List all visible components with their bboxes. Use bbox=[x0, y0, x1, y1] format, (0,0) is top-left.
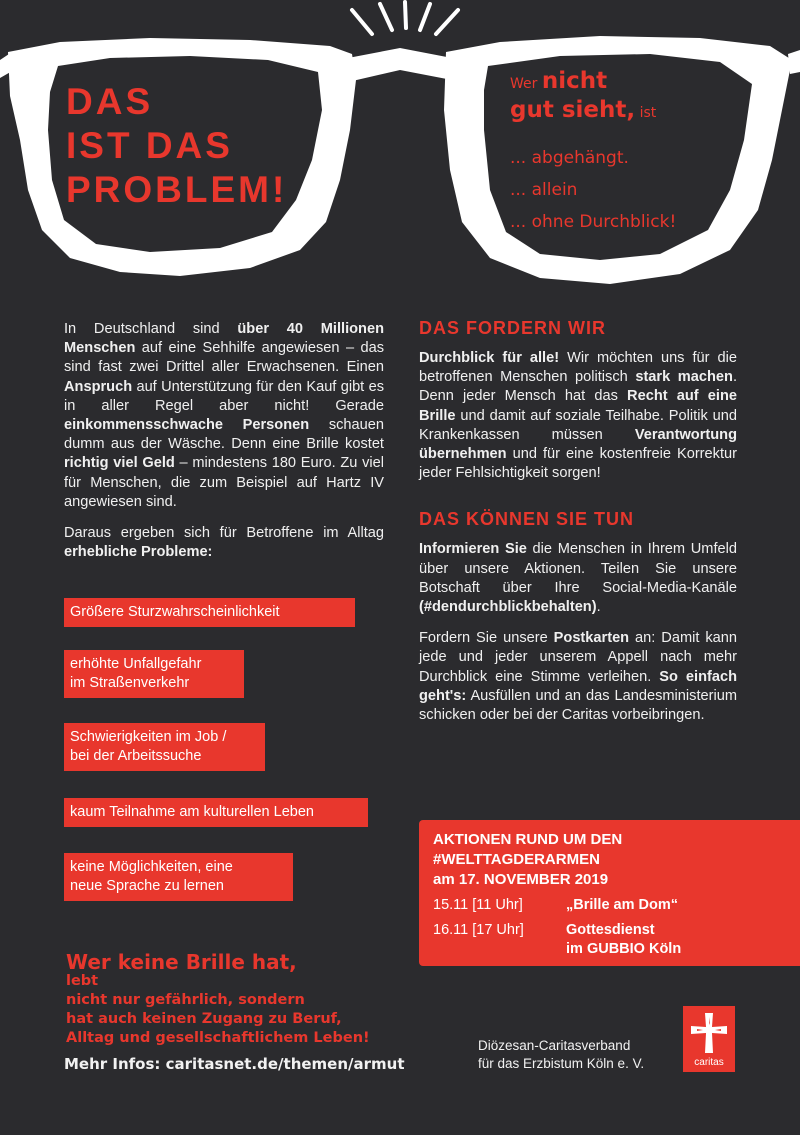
body-text: . Denn jeder Mensch hat das bbox=[419, 369, 737, 405]
problem-line: bei der Arbeitssuche bbox=[70, 748, 202, 765]
body-text: auf eine Sehhilfe angewiesen – das sind fast zwei Drittel aller Erwachsenen. Einen bbox=[64, 340, 384, 376]
more-info-link[interactable]: Mehr Infos: caritasnet.de/themen/armut bbox=[64, 1055, 405, 1073]
event-date: 15.11 [11 Uhr] bbox=[433, 897, 523, 913]
left-column bbox=[64, 320, 384, 901]
left-paragraph-1 bbox=[64, 320, 384, 512]
event-title bbox=[566, 896, 678, 915]
emphasis-text: Verantwortung übernehmen bbox=[419, 426, 737, 463]
body-text: In Deutschland sind bbox=[64, 321, 238, 337]
body-text: Daraus ergeben sich für Betroffene im Alltag bbox=[64, 525, 384, 542]
claim-small: lebt bbox=[66, 973, 99, 989]
lens-right-item: ... allein bbox=[510, 180, 578, 200]
claim-line: hat auch keinen Zugang zu Beruf, bbox=[66, 1011, 342, 1027]
section-heading-actions: DAS KÖNNEN SIE TUN bbox=[419, 509, 635, 530]
headline bbox=[66, 80, 326, 212]
problem-line: erhöhte Unfallgefahr bbox=[70, 656, 202, 673]
headline-line: PROBLEM! bbox=[66, 169, 288, 210]
problem-line: Schwierigkeiten im Job / bbox=[70, 729, 227, 746]
box-title-line: #WELTTAGDERARMEN bbox=[433, 851, 600, 868]
caritas-logo bbox=[683, 1006, 735, 1072]
emphasis-text: erhebliche Probleme: bbox=[64, 544, 213, 561]
lens-right-item: ... abgehängt. bbox=[510, 148, 629, 168]
problem-item bbox=[64, 723, 265, 771]
body-text: schauen dumm aus der Wäsche. Denn eine Brille kostet bbox=[64, 417, 384, 453]
intro-small: ist bbox=[635, 105, 657, 121]
lens-right-item: ... ohne Durchblick! bbox=[510, 212, 677, 232]
organization-name bbox=[478, 1037, 678, 1073]
event-title bbox=[566, 921, 681, 959]
emphasis-text: richtig viel Geld bbox=[64, 455, 175, 472]
problem-item bbox=[64, 598, 355, 627]
emphasis-text: Durchblick für alle! bbox=[419, 350, 560, 366]
emphasis-text: stark machen bbox=[635, 369, 733, 386]
box-title-line: am 17. NOVEMBER 2019 bbox=[433, 871, 609, 888]
problem-item bbox=[64, 853, 293, 901]
left-paragraph-2 bbox=[64, 524, 384, 562]
actions-box-title bbox=[433, 830, 786, 890]
right-paragraph-3 bbox=[419, 629, 737, 725]
caritas-flame-cross-icon bbox=[689, 1011, 729, 1055]
intro-big: gut sieht, bbox=[510, 97, 636, 123]
event-title-line: „Brille am Dom“ bbox=[566, 897, 678, 913]
event-date: 16.11 [17 Uhr] bbox=[433, 922, 524, 938]
right-column bbox=[419, 318, 737, 725]
emphasis-text: So einfach geht's: bbox=[419, 668, 737, 704]
event-title-line: im GUBBIO Köln bbox=[566, 941, 682, 957]
box-title-line: AKTIONEN RUND UM DEN bbox=[433, 831, 623, 848]
claim-line: nicht nur gefährlich, sondern bbox=[66, 992, 305, 1008]
actions-box bbox=[419, 820, 800, 966]
lens-right-text bbox=[510, 68, 740, 238]
organization-line: Diözesan-Caritasverband bbox=[478, 1038, 631, 1053]
body-text: die Menschen in Ihrem Umfeld über unsere Aktionen. Teilen Sie unsere Botschaft über Ihre Social-Media-Kanäle bbox=[419, 541, 737, 596]
body-text: und damit auf soziale Teilhabe. Politik und Krankenkassen müssen bbox=[419, 407, 737, 443]
body-text: auf Unterstützung für den Kauf gibt es in aller Regel aber nicht! Gerade bbox=[64, 378, 384, 414]
logo-text: caritas bbox=[694, 1057, 724, 1068]
body-text: – mindestens 180 Euro. Zu viel für Menschen, die zum Beispiel auf Hartz IV angewiesen sind. bbox=[64, 455, 385, 510]
claim-statement bbox=[66, 950, 396, 1048]
organization-line: für das Erzbistum Köln e. V. bbox=[478, 1056, 645, 1071]
event-row bbox=[433, 921, 786, 959]
body-text: . bbox=[596, 599, 601, 616]
event-row bbox=[433, 896, 786, 915]
emphasis-text: einkommensschwache Personen bbox=[64, 417, 310, 434]
problem-list bbox=[64, 598, 384, 901]
emphasis-text: Anspruch bbox=[64, 378, 133, 395]
emphasis-text: Informieren Sie bbox=[419, 541, 527, 558]
emphasis-text: (#dendurchblickbehalten) bbox=[419, 599, 597, 616]
problem-line: keine Möglichkeiten, eine bbox=[70, 859, 233, 876]
right-paragraph-1 bbox=[419, 349, 737, 483]
emphasis-text: Postkarten bbox=[553, 630, 630, 647]
emphasis-text: über 40 Millionen Menschen bbox=[64, 321, 384, 357]
right-paragraph-2 bbox=[419, 540, 737, 617]
body-text: an: Damit kann jede und jeder unserem Appell nach mehr Durchblick eine Stimme verleihen. bbox=[419, 630, 737, 685]
headline-line: IST DAS bbox=[66, 125, 233, 166]
headline-line: DAS bbox=[66, 81, 154, 122]
lens-right-list bbox=[510, 142, 740, 238]
problem-line: neue Sprache zu lernen bbox=[70, 878, 224, 895]
body-text: Fordern Sie unsere bbox=[419, 630, 554, 647]
claim-big: Wer keine Brille hat, bbox=[66, 950, 297, 974]
section-heading-demands: DAS FORDERN WIR bbox=[419, 318, 606, 338]
body-text: Ausfüllen und an das Landesministerium schicken oder bei der Caritas vorbeibringen. bbox=[419, 687, 737, 724]
problem-line: im Straßenverkehr bbox=[70, 675, 190, 692]
problem-item bbox=[64, 650, 244, 698]
body-text: und für eine kostenfreie Korrektur jeder Fehlsichtigkeit sorgen! bbox=[419, 446, 737, 482]
problem-line: Größere Sturzwahrscheinlichkeit bbox=[70, 604, 280, 621]
intro-big: nicht bbox=[541, 68, 608, 94]
event-title-line: Gottesdienst bbox=[566, 922, 655, 938]
problem-item bbox=[64, 798, 368, 827]
lens-right-intro bbox=[510, 68, 740, 126]
intro-small: Wer bbox=[510, 76, 542, 92]
problem-line: kaum Teilnahme am kulturellen Leben bbox=[70, 804, 314, 821]
claim-line: Alltag und gesellschaftlichem Leben! bbox=[66, 1030, 370, 1046]
body-text: Wir möchten uns für die betroffenen Menschen politisch bbox=[419, 350, 737, 386]
emphasis-text: Recht auf eine Brille bbox=[419, 388, 737, 424]
